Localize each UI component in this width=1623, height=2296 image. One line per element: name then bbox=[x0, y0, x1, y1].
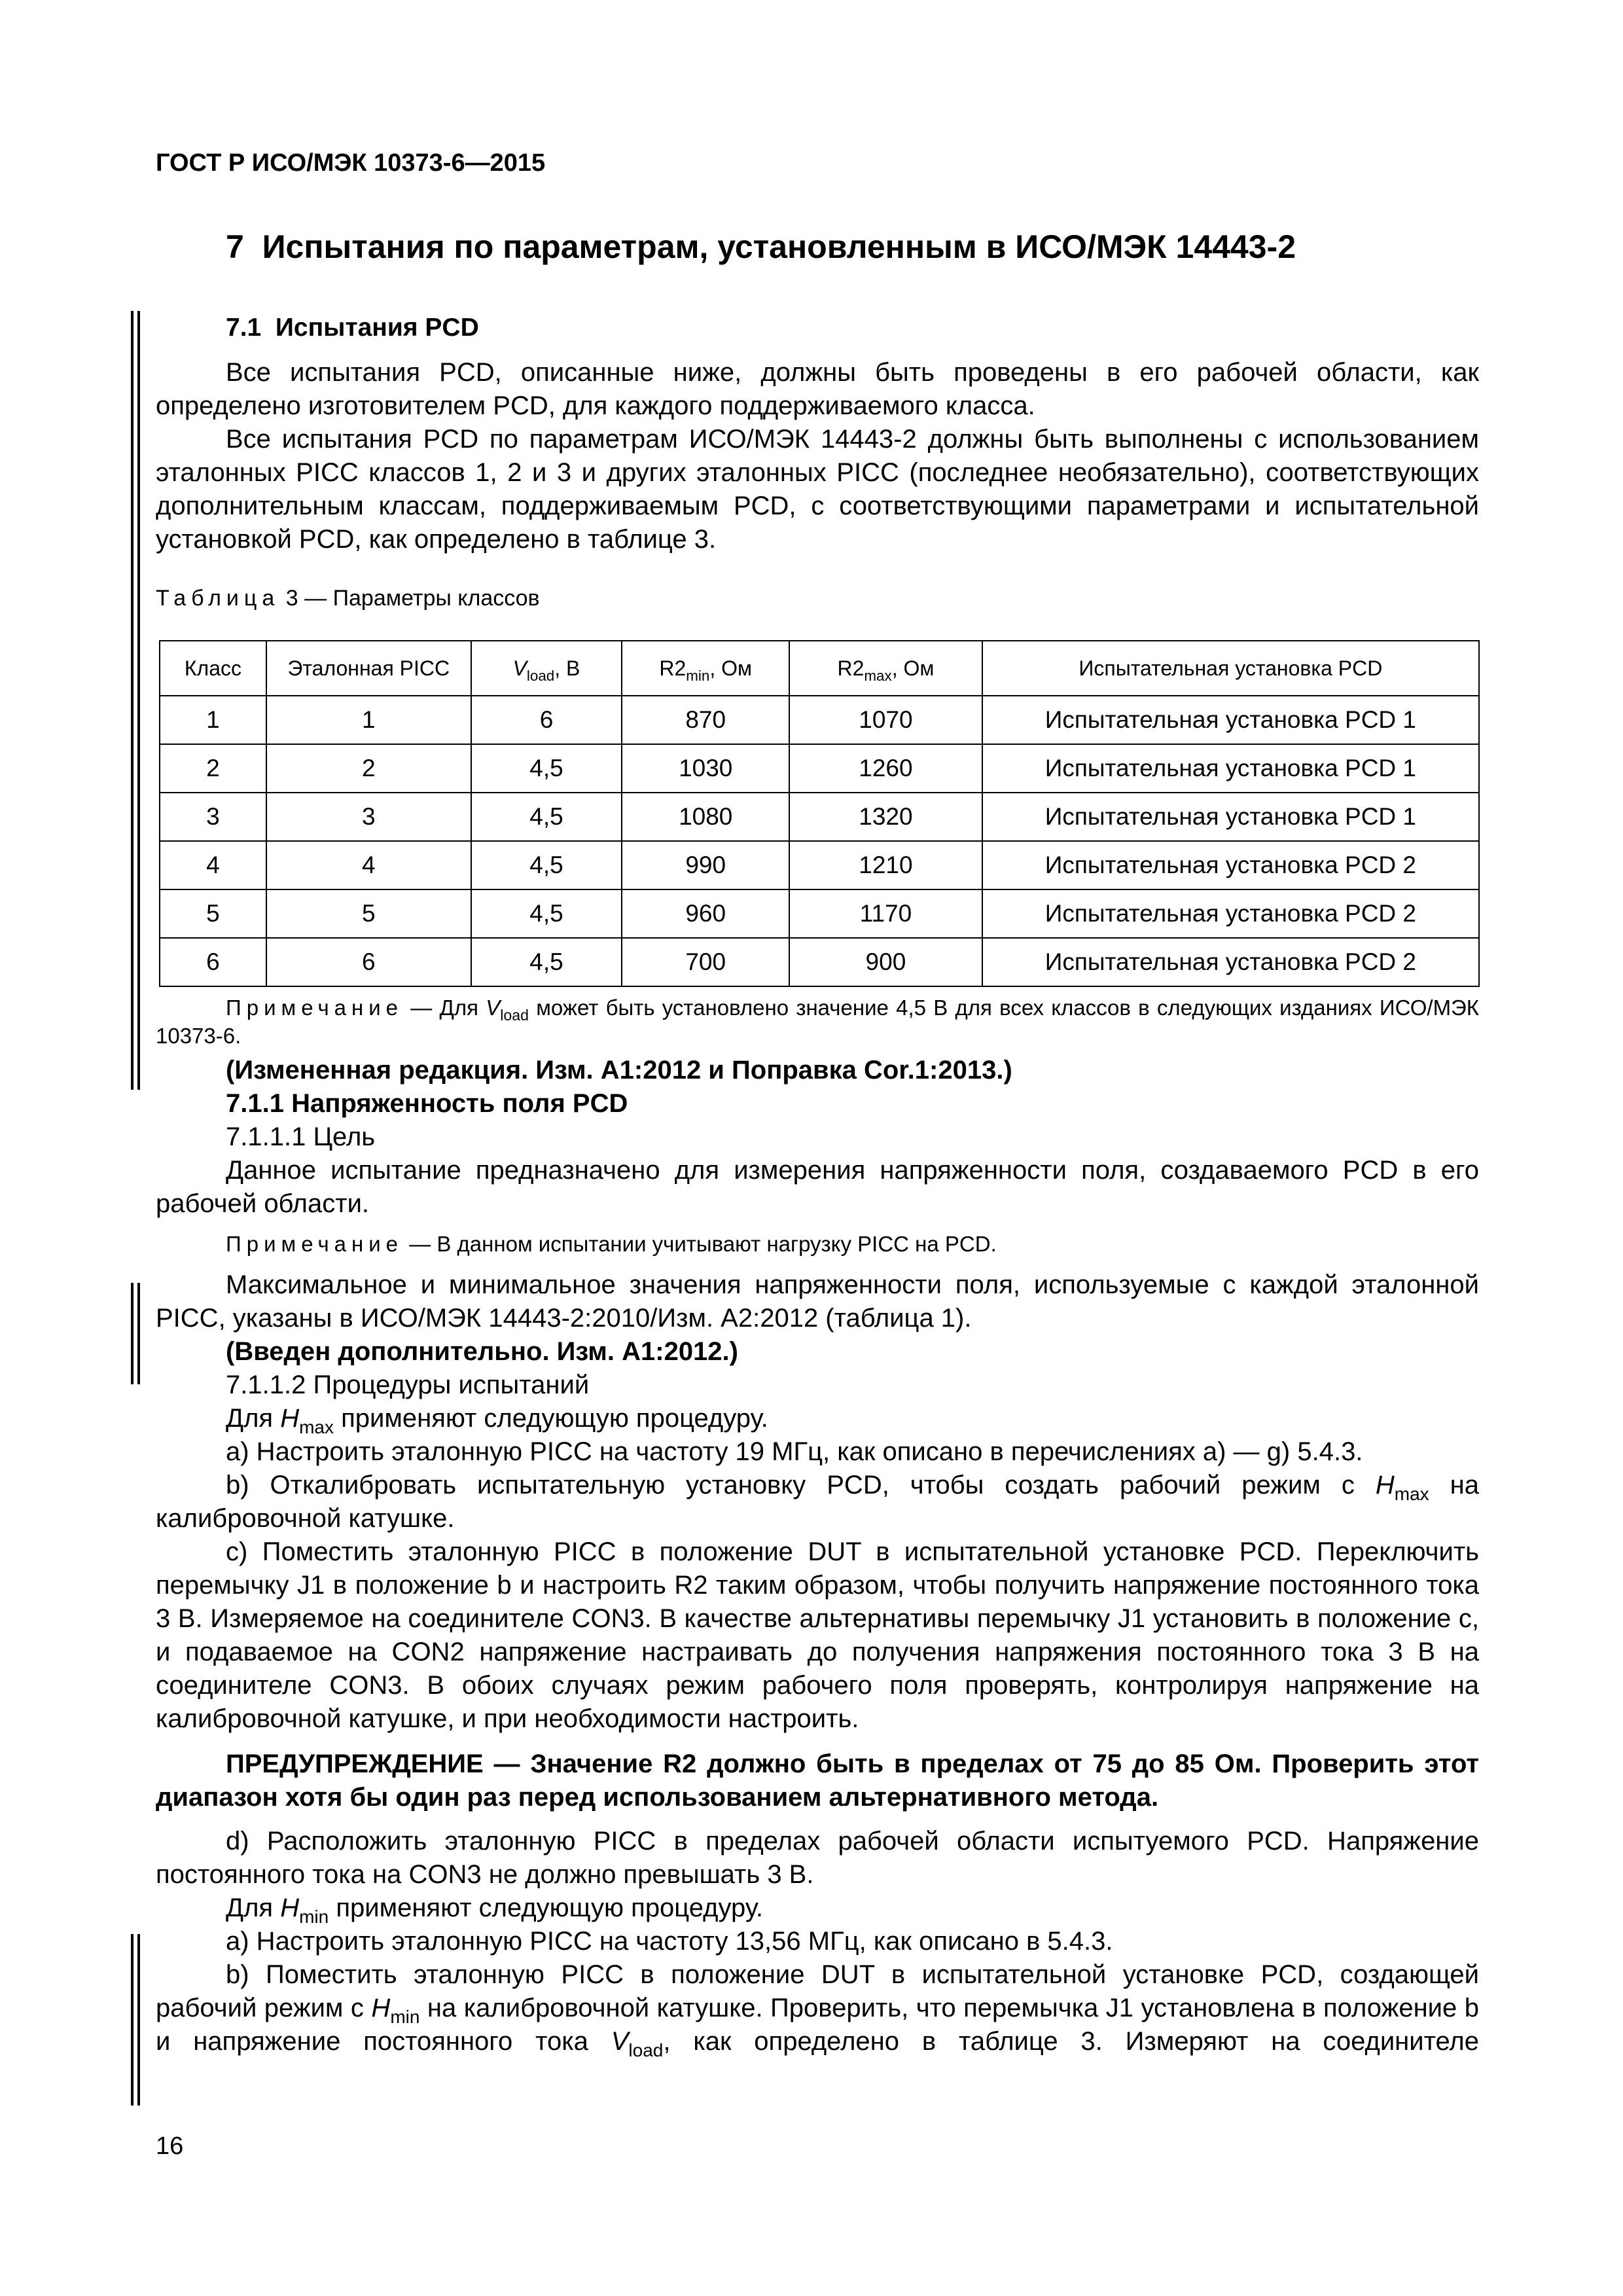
paragraph: Для $H_{max}$ применяют следующую процедуру. bbox=[226, 1404, 768, 1437]
cell-r2min: 1080 bbox=[622, 793, 789, 841]
cell-r2max: 1070 bbox=[789, 696, 982, 744]
change-bar bbox=[131, 1283, 134, 1384]
cell-r2max: 1320 bbox=[789, 793, 982, 841]
cell-class: 2 bbox=[160, 744, 266, 793]
procedure-step: b) Откалибровать испытательную установку PCD, чтобы создать рабочий режим с $H_{max}$ на калибровочной катушке. bbox=[156, 1471, 1479, 1533]
cell-setup: Испытательная установка PCD 2 bbox=[982, 889, 1479, 938]
header-picc: Эталонная PICC bbox=[266, 641, 471, 696]
item-heading: 7.1.1.2 Процедуры испытаний bbox=[226, 1371, 590, 1399]
cell-setup: Испытательная установка PCD 2 bbox=[982, 938, 1479, 986]
table-caption-label: Таблица bbox=[156, 586, 280, 611]
procedure-step: а) Настроить эталонную PICC на частоту 19 МГц, как описано в перечислениях а) — g) 5.4.3. bbox=[226, 1437, 1363, 1466]
cell-class: 4 bbox=[160, 841, 266, 889]
change-bar bbox=[137, 1283, 140, 1384]
subsection-title: 7.1.1 Напряженность поля PCD bbox=[226, 1089, 628, 1118]
cell-r2min: 1030 bbox=[622, 744, 789, 793]
table-row bbox=[160, 744, 1479, 793]
header-vload: $V_{load}$, В bbox=[471, 641, 622, 696]
amendment-note: (Измененная редакция. Изм. А1:2012 и Поправка Cor.1:2013.) bbox=[226, 1056, 1012, 1085]
cell-r2min: 990 bbox=[622, 841, 789, 889]
cell-vload: 4,5 bbox=[471, 744, 622, 793]
cell-class: 1 bbox=[160, 696, 266, 744]
procedure-step: b) Поместить эталонную PICC в положение DUT в испытательной установке PCD, создающей рабочий режим с $H_{min}$ на калибровочной катушке. Проверить, что перемычка J1 установлена в положение b и напряжение постоянного тока $V_{load}$, как определено в таблице 3. Измеряют на соединителе bbox=[156, 1960, 1480, 2060]
procedure-step: с) Поместить эталонную PICC в положение DUT в испытательной установке PCD. Переключить перемычку J1 в положение b и настроить R2 таким образом, чтобы получить напряжение постоянного тока 3 В. Измеряемое на соединителе CON3. В качестве альтернативы перемычку J1 установить в положение с, и подаваемое на CON2 напряжение настраивать до получения напряжения постоянного тока 3 В на соединителе CON3. В обоих случаях режим рабочего поля проверять, контролируя напряжение на калибровочной катушке, и при необходимости настроить. bbox=[156, 1537, 1479, 1733]
page-number: 16 bbox=[156, 2132, 184, 2160]
table-caption-text: 3 — Параметры классов bbox=[285, 586, 540, 611]
cell-setup: Испытательная установка PCD 1 bbox=[982, 696, 1479, 744]
cell-picc: 6 bbox=[266, 938, 471, 986]
section-title-text: Испытания по параметрам, установленным в ИСО/МЭК 14443-2 bbox=[262, 228, 1296, 265]
change-bar bbox=[137, 311, 140, 1090]
table-row bbox=[160, 938, 1479, 986]
cell-r2min: 870 bbox=[622, 696, 789, 744]
standard-code-header: ГОСТ Р ИСО/МЭК 10373-6—2015 bbox=[156, 149, 546, 177]
cell-picc: 2 bbox=[266, 744, 471, 793]
cell-picc: 5 bbox=[266, 889, 471, 938]
cell-setup: Испытательная установка PCD 1 bbox=[982, 744, 1479, 793]
cell-picc: 3 bbox=[266, 793, 471, 841]
section-number: 7 bbox=[226, 228, 244, 265]
cell-vload: 4,5 bbox=[471, 841, 622, 889]
table-row bbox=[160, 696, 1479, 744]
change-bar bbox=[137, 1934, 140, 2106]
cell-picc: 4 bbox=[266, 841, 471, 889]
post-table-block bbox=[156, 994, 1479, 2058]
paragraph: Данное испытание предназначено для измерения напряженности поля, создаваемого PCD в его рабочей области. bbox=[156, 1156, 1479, 1218]
cell-class: 3 bbox=[160, 793, 266, 841]
cell-vload: 6 bbox=[471, 696, 622, 744]
change-bar bbox=[131, 1934, 134, 2106]
section-title bbox=[226, 228, 1296, 266]
item-heading: 7.1.1.1 Цель bbox=[226, 1122, 376, 1151]
paragraph: Все испытания PCD, описанные ниже, должны быть проведены в его рабочей области, как определено изготовителем PCD, для каждого поддерживаемого класса. bbox=[156, 358, 1479, 420]
header-test-setup: Испытательная установка PCD bbox=[982, 641, 1479, 696]
cell-r2max: 900 bbox=[789, 938, 982, 986]
amendment-note: (Введен дополнительно. Изм. А1:2012.) bbox=[226, 1337, 738, 1366]
table-row bbox=[160, 841, 1479, 889]
cell-setup: Испытательная установка PCD 1 bbox=[982, 793, 1479, 841]
cell-class: 6 bbox=[160, 938, 266, 986]
intro-block bbox=[156, 311, 1479, 556]
cell-r2min: 700 bbox=[622, 938, 789, 986]
paragraph: Максимальное и минимальное значения напряженности поля, используемые с каждой эталонной PICC, указаны в ИСО/МЭК 14443-2:2010/Изм. А2:2012 (таблица 1). bbox=[156, 1270, 1479, 1333]
class-parameters-table bbox=[159, 640, 1480, 987]
note-vload: Примечание — Для $V_{load}$ может быть установлено значение 4,5 В для всех классов в следующих изданиях ИСО/МЭК 10373-6. bbox=[156, 996, 1479, 1048]
note-load: Примечание — В данном испытании учитывают нагрузку PICC на PCD. bbox=[226, 1232, 997, 1256]
change-bar bbox=[131, 311, 134, 1090]
paragraph: Для $H_{min}$ применяют следующую процедуру. bbox=[226, 1893, 763, 1927]
header-r2min: $R2_{min}$, Ом bbox=[622, 641, 789, 696]
procedure-step: а) Настроить эталонную PICC на частоту 13,56 МГц, как описано в 5.4.3. bbox=[226, 1927, 1113, 1956]
cell-picc: 1 bbox=[266, 696, 471, 744]
cell-r2min: 960 bbox=[622, 889, 789, 938]
cell-vload: 4,5 bbox=[471, 938, 622, 986]
cell-vload: 4,5 bbox=[471, 889, 622, 938]
cell-vload: 4,5 bbox=[471, 793, 622, 841]
subsection-title: 7.1 Испытания PCD bbox=[226, 314, 479, 342]
cell-class: 5 bbox=[160, 889, 266, 938]
paragraph: Все испытания PCD по параметрам ИСО/МЭК 14443-2 должны быть выполнены с использованием эталонных PICC классов 1, 2 и 3 и других эталонных PICC (последнее необязательно), соответствующих дополнительным классам, поддерживаемым PCD, с соответствующими параметрами и испытательной установкой PCD, как определено в таблице 3. bbox=[156, 425, 1479, 554]
table-row bbox=[160, 889, 1479, 938]
warning-text: ПРЕДУПРЕЖДЕНИЕ — Значение R2 должно быть в пределах от 75 до 85 Ом. Проверить этот диапазон хотя бы один раз перед использованием альтернативного метода. bbox=[156, 1749, 1479, 1812]
cell-r2max: 1210 bbox=[789, 841, 982, 889]
cell-r2max: 1260 bbox=[789, 744, 982, 793]
procedure-step: d) Расположить эталонную PICC в пределах рабочей области испытуемого PCD. Напряжение постоянного тока на CON3 не должно превышать 3 В. bbox=[156, 1827, 1479, 1889]
table-caption bbox=[156, 586, 540, 611]
header-class: Класс bbox=[160, 641, 266, 696]
cell-setup: Испытательная установка PCD 2 bbox=[982, 841, 1479, 889]
header-r2max: $R2_{max}$, Ом bbox=[789, 641, 982, 696]
cell-r2max: 1170 bbox=[789, 889, 982, 938]
table-header-row bbox=[160, 641, 1479, 696]
table-row bbox=[160, 793, 1479, 841]
